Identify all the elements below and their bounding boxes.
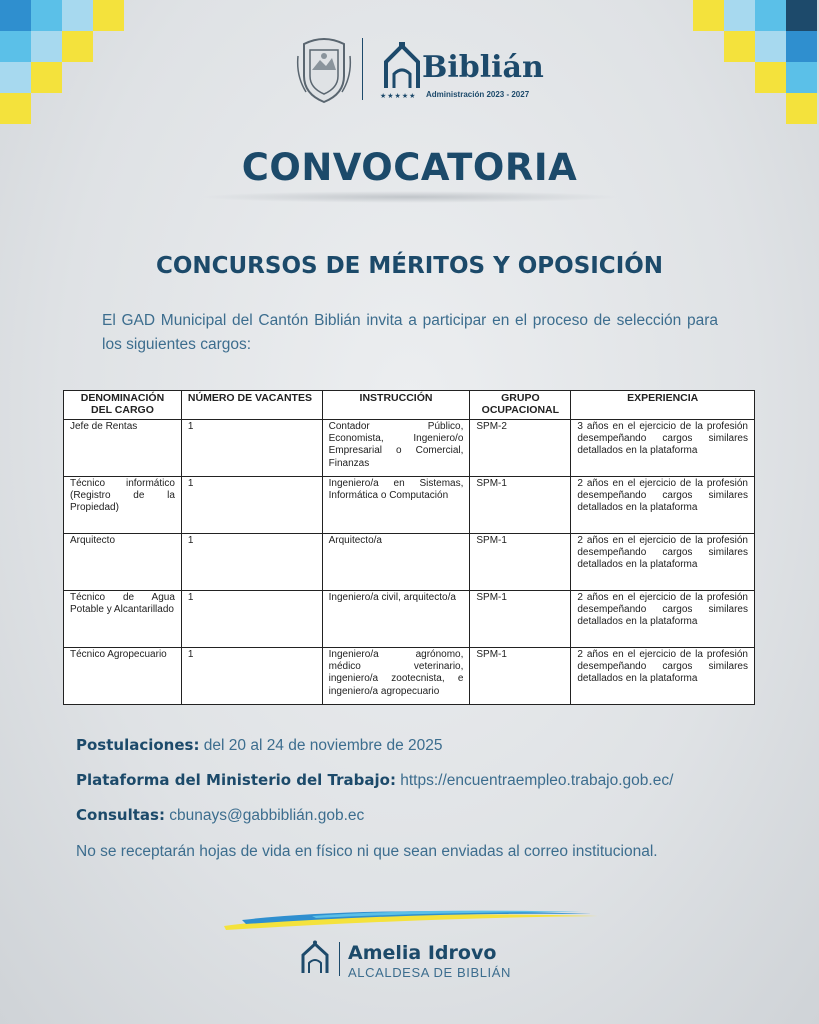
note-text: No se receptarán hojas de vida en físico ni que sean enviadas al correo institucional. — [76, 843, 658, 860]
header-logos — [0, 36, 819, 108]
header-experiencia: EXPERIENCIA — [571, 391, 755, 420]
table-row — [64, 534, 755, 591]
brand-administration: Administración 2023 - 2027 — [426, 90, 530, 99]
table-row — [64, 477, 755, 534]
cell-experiencia: 2 años en el ejercicio de la profesión desempeñando cargos similares detallados en la plataforma — [571, 591, 755, 648]
cell-grupo: SPM-1 — [470, 648, 571, 705]
cell-experiencia: 2 años en el ejercicio de la profesión desempeñando cargos similares detallados en la plataforma — [571, 648, 755, 705]
brush-swoosh — [222, 906, 600, 934]
intro-text: El GAD Municipal del Cantón Biblián invita a participar en el proceso de selección para los siguientes cargos: — [102, 312, 718, 353]
table-row — [64, 420, 755, 477]
cell-cargo: Jefe de Rentas — [64, 420, 182, 477]
header-vacantes: NÚMERO DE VACANTES — [181, 391, 322, 420]
cell-cargo: Técnico informático (Registro de la Propiedad) — [64, 477, 182, 534]
church-logo-icon — [300, 940, 330, 976]
plataforma-line — [76, 771, 673, 790]
postulaciones-line — [76, 736, 443, 755]
signature-divider — [339, 942, 340, 976]
note-line — [76, 843, 658, 861]
plataforma-label: Plataforma del Ministerio del Trabajo: — [76, 771, 396, 789]
page-title: CONVOCATORIA — [241, 146, 578, 189]
cell-cargo: Técnico Agropecuario — [64, 648, 182, 705]
signature-name: Amelia Idrovo — [348, 942, 497, 964]
consultas-email[interactable]: cbunays@gabbiblián.gob.ec — [169, 807, 365, 824]
cell-vacantes: 1 — [181, 477, 322, 534]
header-instruccion: INSTRUCCIÓN — [322, 391, 470, 420]
cell-grupo: SPM-1 — [470, 477, 571, 534]
cell-grupo: SPM-2 — [470, 420, 571, 477]
cell-grupo: SPM-1 — [470, 591, 571, 648]
signature-role: ALCALDESA DE BIBLIÁN — [348, 965, 512, 980]
page-subtitle: CONCURSOS DE MÉRITOS Y OPOSICIÓN — [155, 253, 664, 279]
cell-vacantes: 1 — [181, 420, 322, 477]
cell-instruccion: Contador Público, Economista, Ingeniero/o Empresarial o Comercial, Finanzas — [322, 420, 470, 477]
cell-experiencia: 3 años en el ejercicio de la profesión desempeñando cargos similares detallados en la plataforma — [571, 420, 755, 477]
postulaciones-value: del 20 al 24 de noviembre de 2025 — [203, 737, 443, 754]
municipal-seal-icon — [296, 36, 352, 104]
biblian-brand — [380, 40, 544, 102]
church-icon — [380, 40, 424, 90]
consultas-line — [76, 806, 364, 825]
header-cargo: DENOMINACIÓN DEL CARGO — [64, 391, 182, 420]
brand-stars: ★★★★★ — [380, 93, 417, 100]
cell-instruccion: Ingeniero/a en Sistemas, Informática o Computación — [322, 477, 470, 534]
cell-experiencia: 2 años en el ejercicio de la profesión desempeñando cargos similares detallados en la plataforma — [571, 477, 755, 534]
cell-instruccion: Arquitecto/a — [322, 534, 470, 591]
brand-name: Biblián — [422, 50, 544, 85]
cell-instruccion: Ingeniero/a civil, arquitecto/a — [322, 591, 470, 648]
cell-instruccion: Ingeniero/a agrónomo, médico veterinario, ingeniero/a zootecnista, e ingeniero/a agropecuario — [322, 648, 470, 705]
cell-cargo: Arquitecto — [64, 534, 182, 591]
positions-table — [63, 390, 755, 705]
cell-cargo: Técnico de Agua Potable y Alcantarillado — [64, 591, 182, 648]
cell-vacantes: 1 — [181, 591, 322, 648]
cell-vacantes: 1 — [181, 648, 322, 705]
consultas-label: Consultas: — [76, 806, 165, 824]
title-underline-shadow — [200, 191, 620, 203]
plataforma-link[interactable]: https://encuentraempleo.trabajo.gob.ec/ — [400, 772, 674, 789]
cell-vacantes: 1 — [181, 534, 322, 591]
header-divider — [362, 38, 363, 100]
table-row — [64, 591, 755, 648]
header-grupo: GRUPO OCUPACIONAL — [470, 391, 571, 420]
postulaciones-label: Postulaciones: — [76, 736, 200, 754]
table-row — [64, 648, 755, 705]
cell-experiencia: 2 años en el ejercicio de la profesión desempeñando cargos similares detallados en la plataforma — [571, 534, 755, 591]
cell-grupo: SPM-1 — [470, 534, 571, 591]
table-header-row — [64, 391, 755, 420]
